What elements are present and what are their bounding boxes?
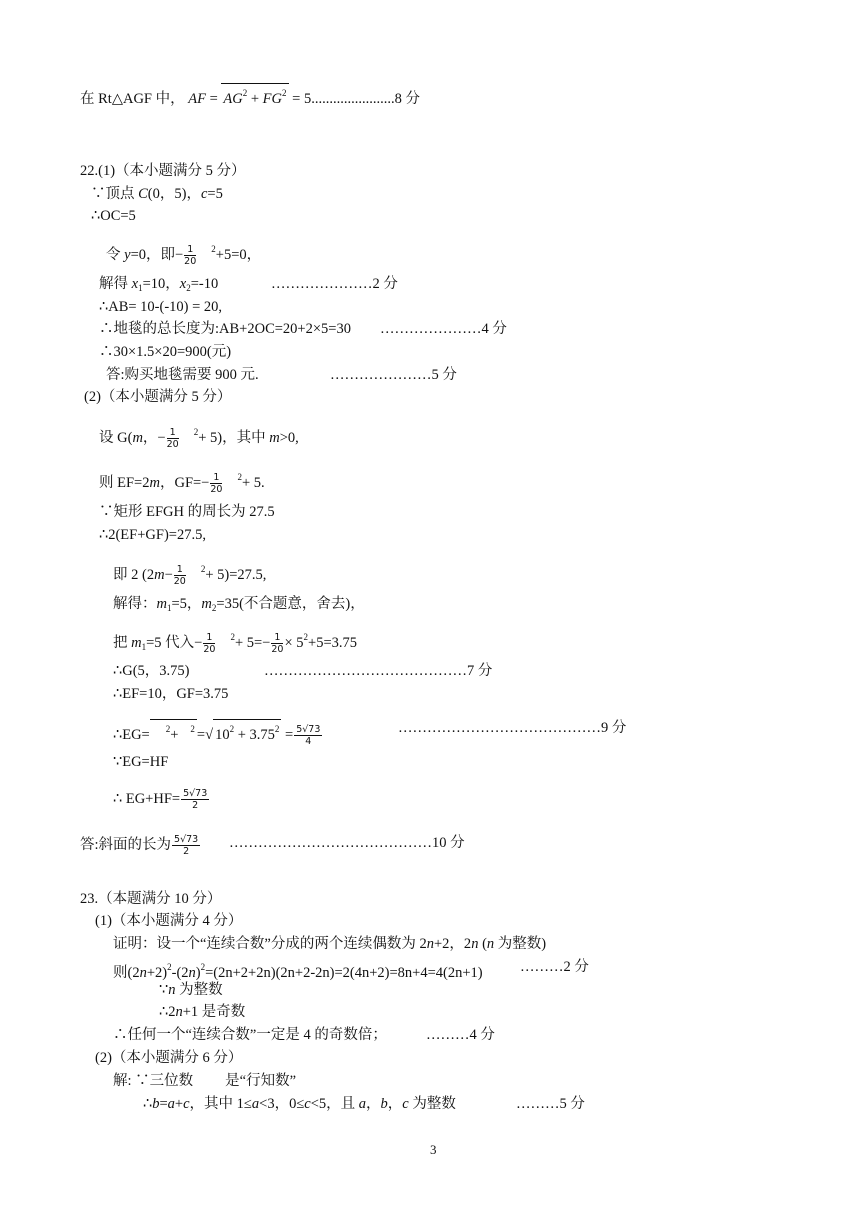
math-var: m — [131, 635, 142, 651]
q23-part1-heading: (1)（本小题满分 4 分） — [95, 913, 243, 929]
fraction — [184, 244, 196, 267]
exponent: 2 — [274, 724, 280, 734]
subscript: 1 — [141, 642, 147, 652]
text: >0, — [279, 430, 299, 446]
text: = — [196, 727, 206, 743]
text: 为整数 — [175, 982, 223, 998]
text: 为整数 — [408, 1096, 456, 1112]
score-dots: ………2 分 — [520, 959, 589, 975]
text: = 5 — [288, 91, 312, 107]
fraction-numerator: 5√73 — [183, 788, 208, 799]
sqrt-expr — [221, 83, 288, 108]
text: =5， — [171, 596, 202, 612]
math-var: n — [471, 936, 479, 952]
math-var: FG — [262, 91, 283, 107]
text: =0，即− — [130, 247, 184, 263]
fraction-numerator: 1 — [174, 564, 186, 576]
text: <5，且 — [310, 1096, 359, 1112]
text: =5 — [207, 186, 223, 202]
score-dots: ………4 分 — [426, 1027, 495, 1043]
fraction-denominator: 20 — [203, 644, 216, 656]
math-var: m — [154, 567, 165, 583]
score-dots: ……………………………………7 分 — [264, 663, 493, 679]
fraction — [210, 472, 222, 495]
text: +5=3.75 — [308, 635, 357, 651]
exponent: 2 — [200, 962, 206, 972]
math-var: n — [486, 936, 495, 952]
text: 证明：设一个“连续合数”分成的两个连续偶数为 2 — [113, 936, 427, 952]
math-var: m — [269, 430, 280, 446]
exponent: 2 — [303, 632, 309, 642]
text: +2，2 — [434, 936, 472, 952]
fraction-numerator: 1 — [184, 244, 196, 256]
q22-line: ∴OC=5 — [91, 208, 136, 224]
text: ) — [195, 965, 201, 981]
fraction-denominator: 20 — [166, 439, 179, 451]
q23-line: ∴任何一个“连续合数”一定是 4 的奇数倍； — [113, 1027, 387, 1043]
exponent: 2 — [193, 427, 199, 437]
subscript: 2 — [211, 603, 217, 613]
exponent: 2 — [242, 88, 248, 98]
score-dots: …………………5 分 — [330, 367, 457, 383]
text: ( — [478, 936, 487, 952]
exponent: 2 — [190, 724, 195, 734]
fraction-denominator: 20 — [184, 256, 197, 268]
q22-line — [113, 628, 357, 656]
text: + 5)=27.5, — [205, 567, 267, 583]
fraction-denominator: 20 — [210, 484, 223, 496]
math-var: n — [168, 982, 176, 998]
text: + 5=− — [234, 635, 271, 651]
exponent: 2 — [282, 88, 287, 98]
text: ，GF=− — [159, 475, 210, 491]
sqrt-expr — [213, 719, 281, 744]
q22-line: ∵EG=HF — [113, 754, 169, 770]
exponent: 2 — [200, 564, 206, 574]
text: 则(2 — [113, 965, 140, 981]
fraction — [174, 564, 186, 587]
text: = — [205, 91, 222, 107]
math-var: AG — [223, 91, 243, 107]
exponent: 2 — [167, 962, 172, 972]
text: 解得 — [99, 276, 132, 292]
text: =-10 — [190, 276, 219, 292]
score-dots: …………………4 分 — [380, 321, 507, 337]
q22-line: ∴30×1.5×20=900(元) — [99, 344, 232, 360]
text: ， — [387, 1096, 403, 1112]
q23-line — [159, 1003, 245, 1021]
math-var: n — [175, 1004, 183, 1020]
fraction-denominator: 2 — [192, 800, 199, 811]
math-var: n — [188, 965, 196, 981]
page-number: 3 — [430, 1142, 437, 1157]
fraction — [203, 632, 215, 655]
q22-line — [113, 595, 365, 617]
score-dots: .......................8 分 — [311, 91, 420, 107]
text: + — [170, 727, 179, 743]
text: + 3.75 — [234, 727, 275, 743]
fraction — [181, 788, 209, 811]
q23-part2-heading: (2)（本小题满分 6 分） — [95, 1050, 243, 1066]
text: 为整数) — [494, 936, 547, 952]
fraction — [172, 834, 200, 857]
exponent: 2 — [211, 244, 216, 254]
fraction — [294, 724, 322, 747]
score-dots: …………………2 分 — [271, 276, 398, 292]
text: ∵顶点 — [91, 186, 139, 202]
q23-line — [113, 935, 546, 953]
q22-line — [99, 423, 299, 450]
text: + 5)，其中 — [198, 430, 270, 446]
q22-heading: 22.(1)（本小题满分 5 分） — [80, 163, 246, 179]
q22-line: ∴2(EF+GF)=27.5, — [99, 527, 206, 543]
math-var: a — [251, 1096, 260, 1112]
text: 令 — [106, 247, 125, 263]
score-dots: ……………………………………10 分 — [229, 835, 465, 851]
text: ，− — [142, 430, 166, 446]
text: ∴EG= — [113, 727, 150, 743]
subscript: 2 — [186, 283, 191, 293]
text: +5=0， — [215, 247, 262, 263]
math-var: m — [156, 596, 167, 612]
text: + — [174, 1096, 184, 1112]
q23-line — [159, 981, 223, 999]
math-var: a — [358, 1096, 367, 1112]
q22-line — [113, 560, 266, 587]
q22-answer: 答:购买地毯需要 900 元. — [106, 367, 259, 383]
text: ∵ — [159, 982, 169, 998]
text: <3，0≤ — [259, 1096, 305, 1112]
exponent: 2 — [237, 472, 242, 482]
subscript: 1 — [138, 283, 143, 293]
text: = — [281, 727, 294, 743]
text: +2) — [146, 965, 168, 981]
math-var: y — [124, 247, 131, 263]
q23-line — [113, 958, 483, 982]
text: =35(不合题意，舍去)， — [216, 596, 365, 612]
fraction-denominator: 20 — [173, 576, 186, 588]
fraction-numerator: 1 — [271, 632, 283, 644]
score-dots: ………5 分 — [516, 1096, 585, 1112]
text: + 5. — [241, 475, 265, 491]
q22-line: ∴AB= 10-(-10) = 20, — [99, 299, 223, 315]
text: =10， — [142, 276, 180, 292]
q22-line: ∴EF=10，GF=3.75 — [113, 686, 229, 702]
text: 解得： — [113, 596, 157, 612]
text: 解: ∵三位数 — [113, 1073, 194, 1089]
math-var: m — [132, 430, 143, 446]
fraction — [271, 632, 283, 655]
math-var: AF — [188, 91, 206, 107]
q22-line: ∵矩形 EFGH 的周长为 27.5 — [99, 504, 275, 520]
fraction — [167, 427, 179, 450]
fraction-numerator: 5√73 — [296, 724, 321, 736]
fraction-denominator: 4 — [305, 736, 312, 748]
fraction-numerator: 5√73 — [174, 834, 199, 845]
math-var: c — [183, 1096, 190, 1112]
text: × 5 — [284, 635, 304, 651]
text: 是“行知数” — [225, 1073, 297, 1089]
math-var: a — [167, 1096, 175, 1112]
q22-part2-heading: (2)（本小题满分 5 分） — [84, 389, 232, 405]
text: 则 EF=2 — [99, 475, 150, 491]
q22-line: ∴G(5，3.75) — [113, 663, 190, 679]
text: -(2 — [171, 965, 189, 981]
text: − — [164, 567, 173, 583]
text: 把 — [113, 635, 132, 651]
subscript: 1 — [166, 603, 172, 613]
text: =(2n+2+2n)(2n+2-2n)=2(4n+2)=8n+4=4(2n+1) — [205, 965, 483, 981]
q22-line — [113, 788, 210, 811]
q23-line — [143, 1095, 456, 1113]
text: 在 Rt△AGF 中， — [80, 91, 185, 107]
text: 10 — [215, 727, 230, 743]
text: =5 代入− — [146, 635, 203, 651]
sqrt-expr — [150, 719, 197, 744]
q23-heading: 23.（本题满分 10 分） — [80, 891, 222, 907]
q23-line — [113, 1072, 296, 1090]
math-var: c — [304, 1096, 311, 1112]
text: + — [247, 91, 263, 107]
q22-line — [99, 275, 218, 297]
exponent: 2 — [230, 632, 235, 642]
q22-line: ∴地毯的总长度为:AB+2OC=20+2×5=30 — [99, 321, 351, 337]
math-var: c — [200, 186, 208, 202]
fraction-numerator: 1 — [167, 427, 179, 439]
fraction-numerator: 1 — [203, 632, 215, 644]
math-var: b — [380, 1096, 388, 1112]
text: ，其中 1≤ — [189, 1096, 252, 1112]
q22-line — [106, 240, 261, 267]
q22-line — [91, 185, 223, 203]
text: 设 G( — [99, 430, 133, 446]
text: ， — [366, 1096, 381, 1112]
text: +1 是奇数 — [182, 1004, 246, 1020]
text: 答:斜面的长为 — [80, 836, 172, 853]
fraction-denominator: 2 — [183, 846, 190, 857]
score-dots: ……………………………………9 分 — [398, 720, 627, 736]
text: ∴2 — [159, 1004, 176, 1020]
math-var: C — [138, 186, 148, 202]
math-var: x — [179, 276, 187, 292]
math-var: b — [152, 1096, 160, 1112]
q22-line: ∴EG= $^2$+ $^2$ =√ $10^2 + 3.75^2$ = $\frac{5√73}{4}$ — [113, 719, 323, 747]
math-var: n — [139, 965, 147, 981]
text: (0，5)， — [147, 186, 201, 202]
exponent: 2 — [165, 724, 171, 734]
text: ∴ EG+HF= — [113, 790, 181, 807]
fraction-numerator: 1 — [210, 472, 222, 484]
text: = — [159, 1096, 168, 1112]
text: 即 2 (2 — [113, 567, 155, 583]
fraction-denominator: 20 — [271, 644, 284, 656]
math-var: x — [131, 276, 139, 292]
line-af-formula — [80, 83, 420, 108]
text: ∴ — [143, 1096, 153, 1112]
math-var: m — [201, 596, 212, 612]
math-var: c — [402, 1096, 409, 1112]
q22-line — [99, 468, 265, 495]
exponent: 2 — [229, 724, 235, 734]
q22-final-answer — [80, 834, 201, 857]
math-var: n — [426, 936, 434, 952]
math-var: m — [149, 475, 160, 491]
